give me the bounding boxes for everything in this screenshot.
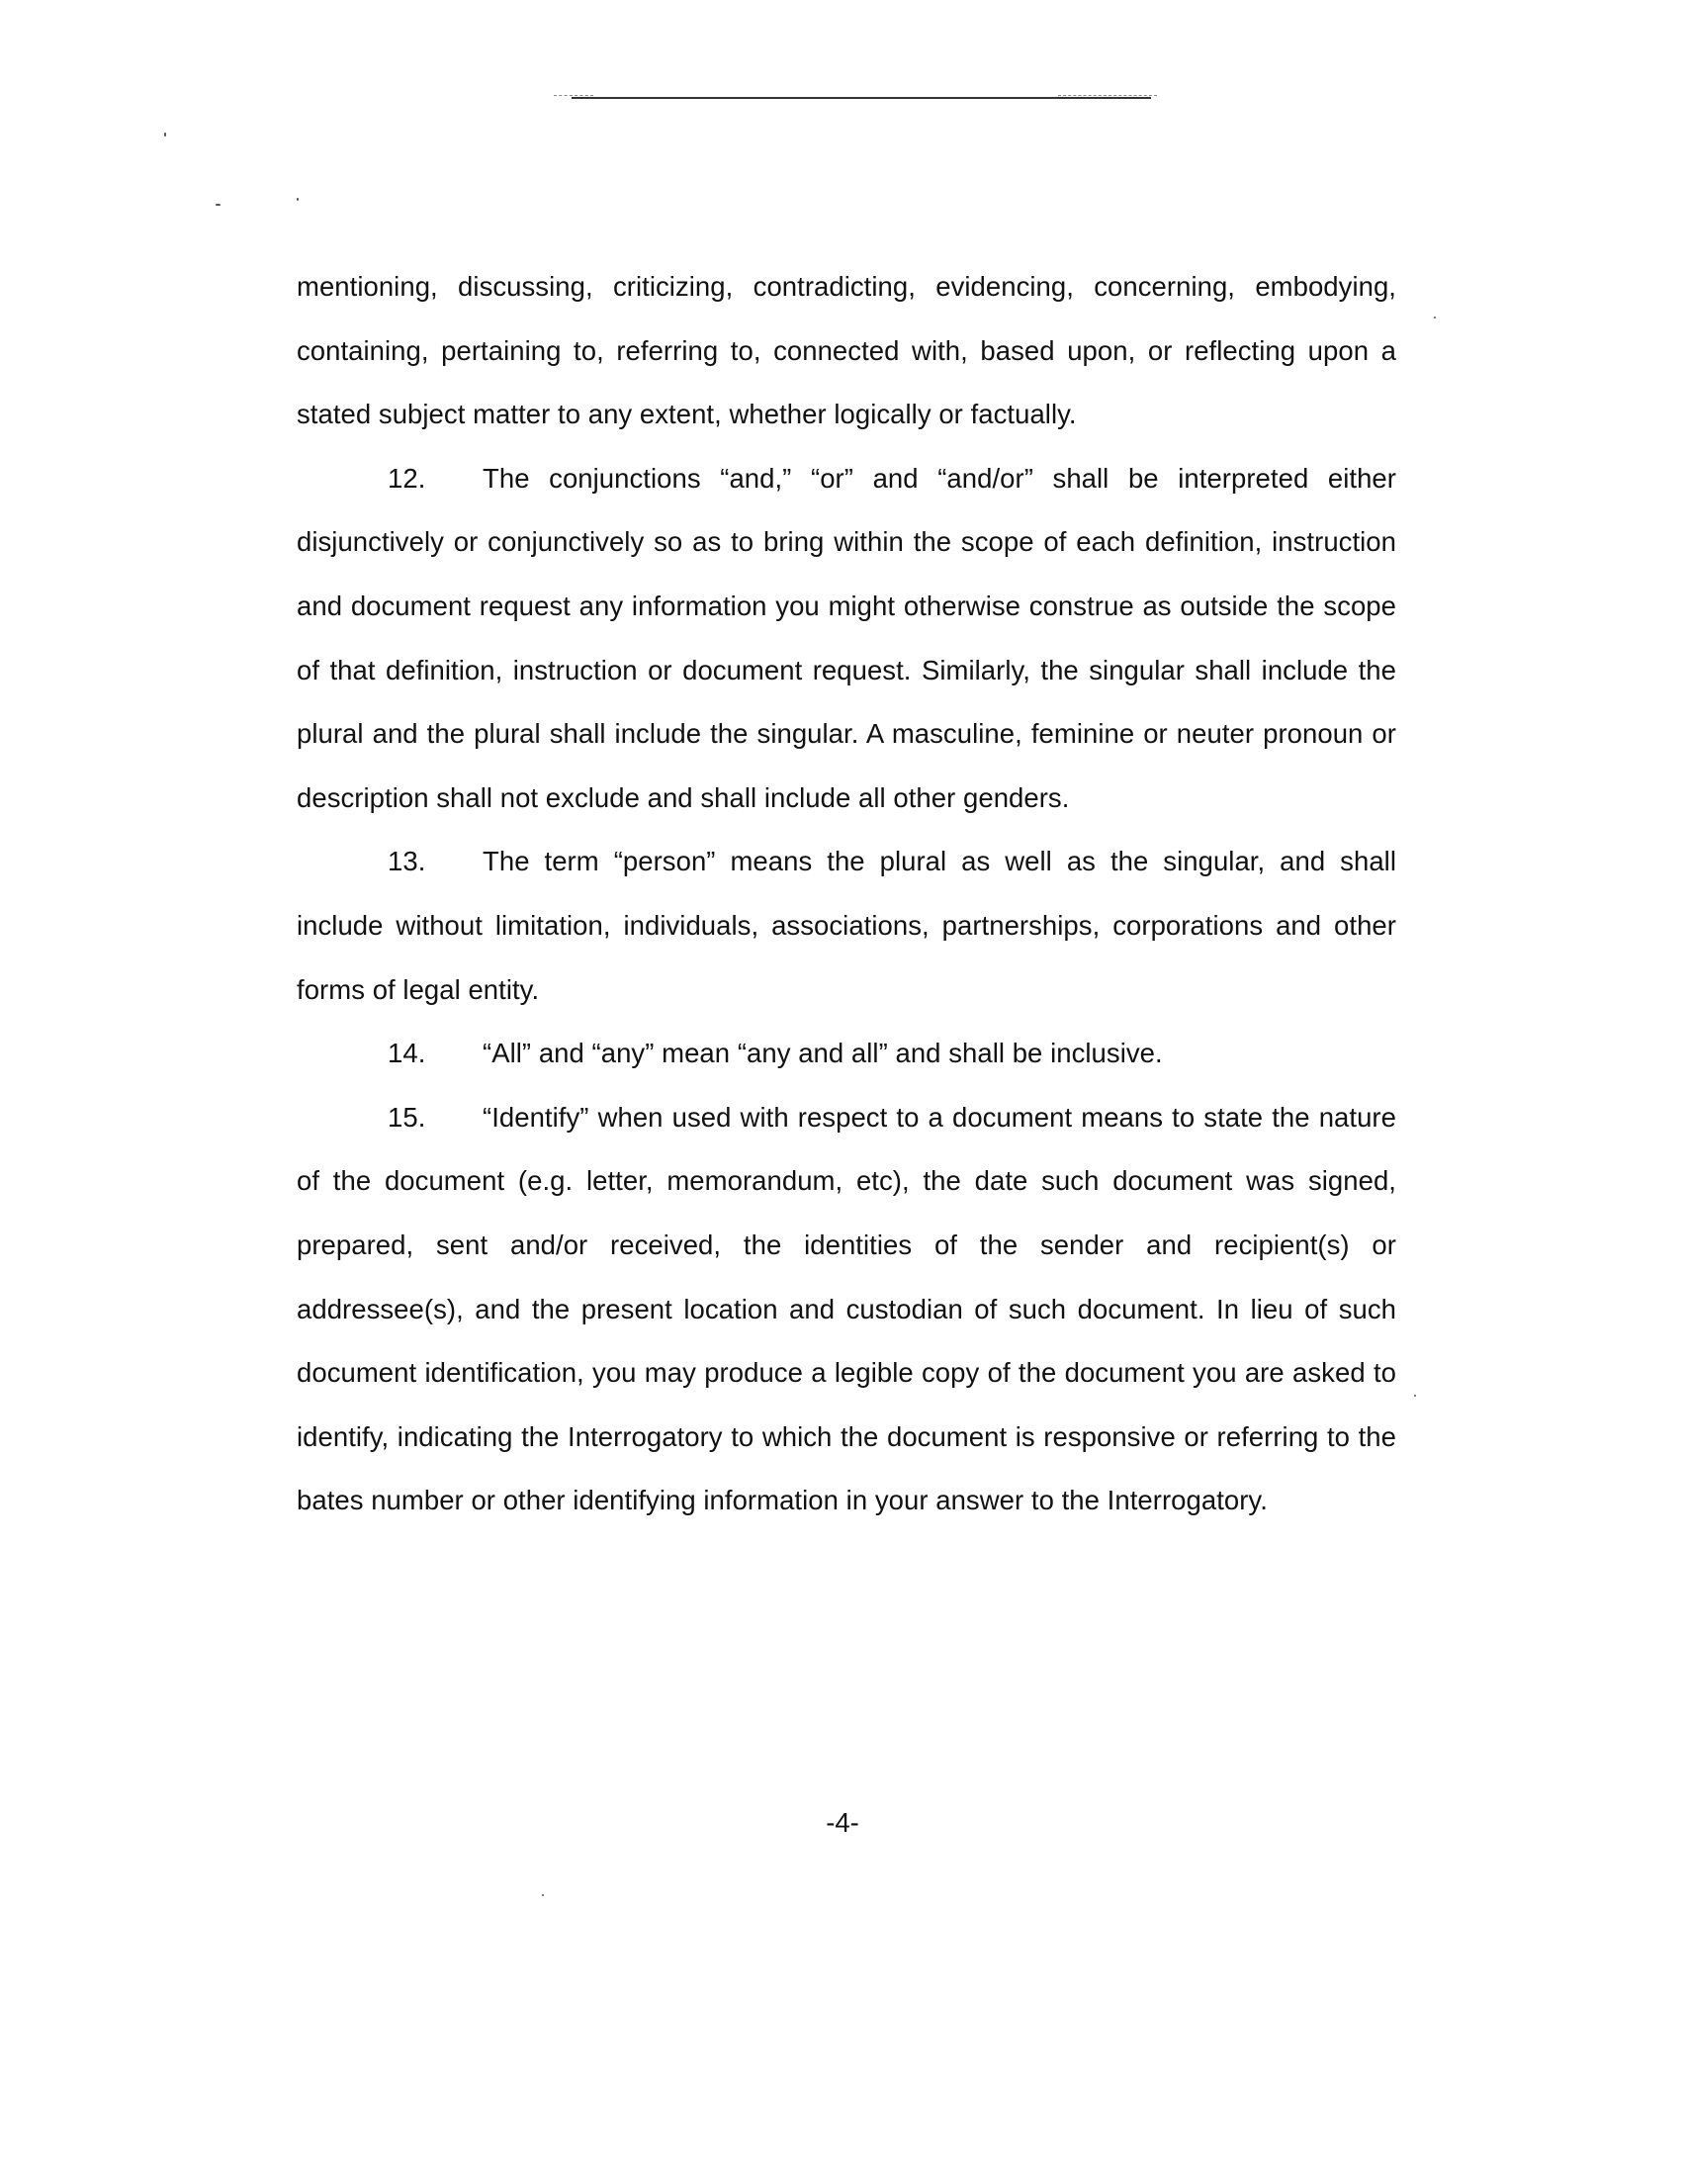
scan-speck — [297, 198, 299, 201]
paragraph-number: 15. — [388, 1101, 426, 1133]
scan-speck — [1414, 1395, 1416, 1397]
scan-speck — [1434, 317, 1436, 318]
paragraph-number: 13. — [388, 846, 426, 877]
paragraph-text: The conjunctions “and,” “or” and “and/or” shall be interpreted either disjunctively or conjunctively so as to bring within the scope of each definition, instruction and document request any information you might otherwise construe as outside the scope of that definition, instruction or document request. Similarly, the singular shall include the plural and the plural shall include the singular. A masculine, feminine or neuter pronoun or description shall not exclude and shall include all other genders. — [297, 462, 1396, 813]
top-rule-line — [572, 97, 1151, 99]
page-number: -4- — [826, 1807, 859, 1838]
scan-speck — [542, 1894, 544, 1896]
paragraph-number: 14. — [388, 1038, 426, 1069]
paragraph-14 — [297, 1022, 1396, 1086]
paragraph-text: mentioning, discussing, criticizing, contradicting, evidencing, concerning, embodying, containing, pertaining to, referring to, connected with, based upon, or reflecting upon a stated subject matter to any extent, whether logically or factually. — [297, 271, 1396, 430]
paragraph-continuation — [297, 255, 1396, 447]
scan-artifact-dash-right — [1058, 95, 1157, 96]
paragraph-13 — [297, 830, 1396, 1022]
paragraph-text: “Identify” when used with respect to a document means to state the nature of the document (e.g. letter, memorandum, etc), the date such document was signed, prepared, sent and/or received, the identities of the sender and recipient(s) or addressee(s), and the present location and custodian of such document. In lieu of such document identification, you may produce a legible copy of the document you are asked to identify, indicating the Interrogatory to which the document is responsive or referring to the bates number or other identifying information in your answer to the Interrogatory. — [297, 1101, 1396, 1516]
scan-speck — [216, 204, 221, 206]
scan-artifact-dash-left — [554, 95, 593, 96]
scan-speck — [164, 133, 166, 136]
paragraph-number: 12. — [388, 462, 426, 494]
paragraph-text: The term “person” means the plural as well as the singular, and shall include without limitation, individuals, associations, partnerships, corporations and other forms of legal entity. — [297, 846, 1396, 1005]
paragraph-text: “All” and “any” mean “any and all” and shall be inclusive. — [483, 1038, 1163, 1069]
document-body — [297, 255, 1396, 1533]
paragraph-12 — [297, 447, 1396, 831]
paragraph-15 — [297, 1086, 1396, 1533]
